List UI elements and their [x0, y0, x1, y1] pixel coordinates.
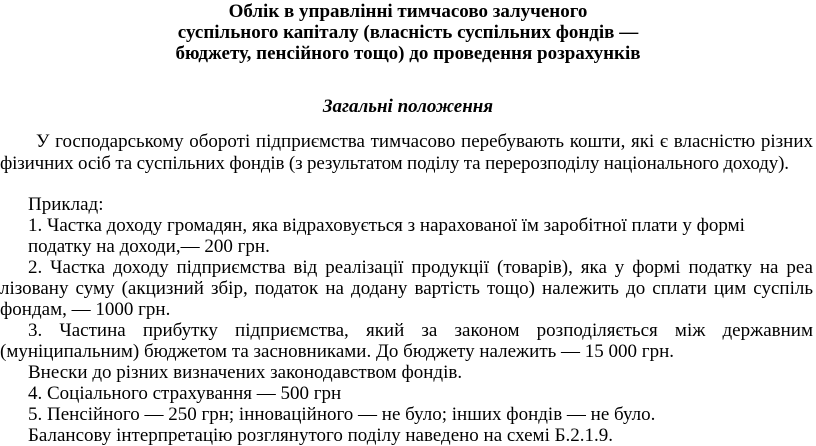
paragraph-line-2: фізичних осіб та суспільних фондів (з результатом поділу та перерозподілу національного доходу).: [0, 153, 789, 174]
section-heading: Загальні положення: [322, 96, 494, 117]
example-line-1: 1. Частка доходу громадян, яка відраховується з нарахованої їм заробітної плати у формі: [28, 215, 745, 236]
example-line-4: лізовану суму (акцизний збір, податок на додану вартість тощо) належить до сплати цим суспіль: [0, 278, 813, 299]
example-line-8: Внески до різних визначених законодавством фондів.: [28, 362, 463, 383]
title-line-2: суспільного капіталу (власність суспільних фондів —: [177, 22, 639, 43]
example-line-11: Балансову інтерпретацію розглянутого поділу наведено на схемі Б.2.1.9.: [28, 425, 614, 446]
paragraph-line-1: У господарському обороті підприємства тимчасово перебувають кошти, які є власністю різних: [36, 131, 813, 152]
title-line-3: бюджету, пенсійного тощо) до проведення розрахунків: [175, 43, 641, 64]
title-line-1: Облік в управлінні тимчасово залученого: [228, 1, 588, 22]
example-line-10: 5. Пенсійного — 250 грн; інноваційного — не було; інших фондів — не було.: [28, 404, 656, 425]
example-line-2: податку на доходи,— 200 грн.: [28, 236, 270, 257]
example-line-5: фондам, — 1000 грн.: [0, 299, 171, 320]
example-line-6: 3. Частина прибутку підприємства, який за законом розподіляється між державним: [28, 320, 813, 341]
example-line-3: 2. Частка доходу підприємства від реалізації продукції (товарів), яка у формі податку на реа: [28, 257, 813, 278]
example-line-7: (муніципальним) бюджетом та засновниками. До бюджету належить — 15 000 грн.: [0, 341, 674, 362]
example-line-9: 4. Соціального страхування — 500 грн: [28, 383, 342, 404]
example-heading: Приклад:: [28, 194, 104, 215]
document-title: [0, 1, 816, 64]
